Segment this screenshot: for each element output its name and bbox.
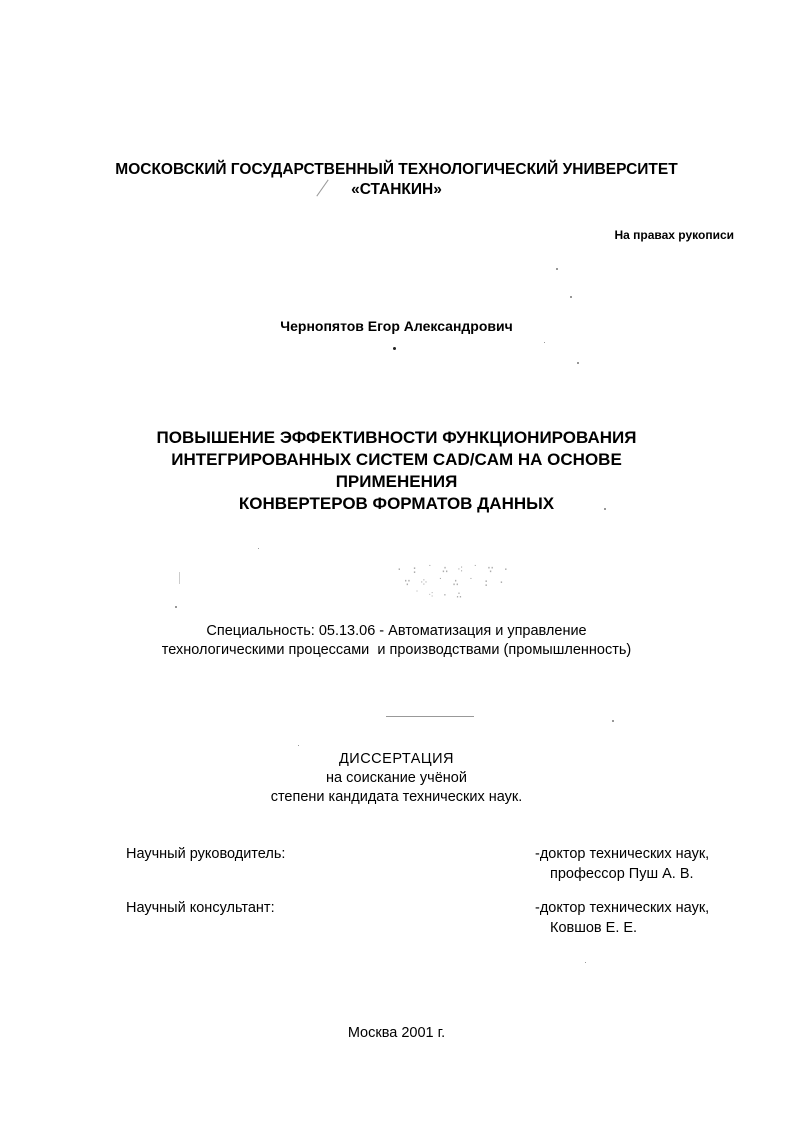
scan-speck — [570, 296, 572, 298]
dissertation-label: ДИССЕРТАЦИЯ — [338, 751, 455, 767]
supervisor-degree: -доктор технических наук, — [535, 846, 710, 862]
scan-speck — [577, 362, 579, 364]
title-line: ИНТЕГРИРОВАННЫХ СИСТЕМ CAD/CAM НА ОСНОВЕ — [171, 450, 622, 469]
title-line: ПРИМЕНЕНИЯ — [335, 472, 458, 491]
university-header — [0, 160, 793, 200]
scan-mark — [179, 572, 180, 584]
title-line: ПОВЫШЕНИЕ ЭФФЕКТИВНОСТИ ФУНКЦИОНИРОВАНИЯ — [156, 428, 637, 447]
supervisor-name: профессор Пуш А. В. — [550, 866, 694, 882]
scan-speck — [585, 962, 586, 963]
scan-mark — [386, 716, 474, 717]
university-name: МОСКОВСКИЙ ГОСУДАРСТВЕННЫЙ ТЕХНОЛОГИЧЕСКИЙ УНИВЕРСИТЕТ — [115, 161, 678, 178]
supervisor-label: Научный руководитель: — [126, 846, 286, 862]
university-short-name: «СТАНКИН» — [351, 181, 442, 198]
scan-speck — [604, 508, 606, 510]
degree-line: на соискание учёной — [326, 770, 467, 786]
city-year: Москва 2001 г. — [347, 1025, 446, 1041]
dissertation-title — [0, 427, 793, 515]
dissertation-type-block — [0, 750, 793, 807]
manuscript-rights-note: На правах рукописи — [614, 228, 734, 242]
scan-speck — [556, 268, 558, 270]
scan-speck — [612, 720, 614, 722]
scan-noise: ∵ ⁘ ˙ ∴ ˙ ꞉ · — [404, 576, 506, 589]
consultant-value — [535, 898, 709, 938]
specialty-line: Специальность: 05.13.06 - Автоматизация и управление — [206, 623, 587, 639]
consultant-name: Ковшов Е. Е. — [550, 920, 638, 936]
supervisor-value — [535, 844, 709, 884]
author-name: Чернопятов Егор Александрович — [280, 318, 513, 334]
scan-noise: ˙ ⁖ · ∴ — [414, 590, 463, 601]
scan-speck — [298, 745, 299, 746]
scan-speck — [544, 342, 545, 343]
scan-speck — [175, 606, 177, 608]
specialty-block — [0, 622, 793, 660]
scan-speck — [258, 548, 259, 549]
scan-speck — [393, 347, 396, 350]
title-line: КОНВЕРТЕРОВ ФОРМАТОВ ДАННЫХ — [238, 494, 555, 513]
scan-noise: · ꞉ ˙ ∴ ⁖ ˙ ∵ · — [396, 563, 511, 576]
consultant-degree: -доктор технических наук, — [535, 900, 710, 916]
degree-line: степени кандидата технических наук. — [270, 789, 523, 805]
specialty-line: технологическими процессами и производствами (промышленность) — [161, 642, 632, 658]
consultant-label: Научный консультант: — [126, 900, 275, 916]
